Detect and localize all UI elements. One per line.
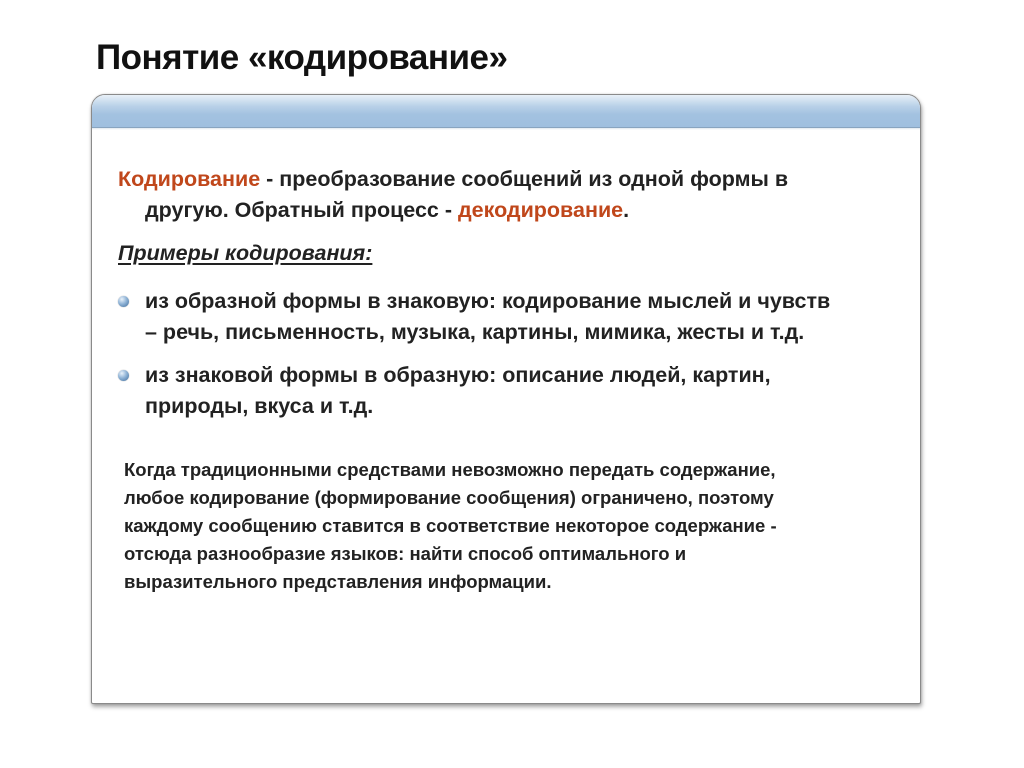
definition-paragraph [118, 164, 888, 226]
bullet-item-2 [118, 360, 898, 422]
bullet-2-text [145, 360, 898, 422]
definition-text-2: другую. Обратный процесс - [145, 198, 458, 222]
note-line-3: каждому сообщению ставится в соответствие некоторое содержание - [124, 515, 777, 536]
note-line-1: Когда традиционными средствами невозможно передать содержание, [124, 459, 776, 480]
bullet-1-line-1: из образной формы в знаковую: кодирование мыслей и чувств [145, 289, 831, 313]
blue-sphere-bullet-icon [118, 370, 129, 381]
bullet-item-1 [118, 286, 898, 348]
bullet-1-line-2: – речь, письменность, музыка, картины, мимика, жесты и т.д. [145, 320, 805, 344]
note-paragraph [124, 456, 894, 596]
term-decoding: декодирование [458, 198, 624, 222]
panel-header-bar [92, 95, 920, 128]
bullet-2-line-1: из знаковой формы в образную: описание людей, картин, [145, 363, 771, 387]
definition-text-1: - преобразование сообщений из одной формы в [260, 167, 789, 191]
term-coding: Кодирование [118, 167, 261, 191]
examples-heading: Примеры кодирования: [118, 241, 373, 265]
definition-line-2 [118, 195, 888, 226]
note-line-4: отсюда разнообразие языков: найти способ оптимального и [124, 543, 687, 564]
slide-title: Понятие «кодирование» [96, 38, 508, 77]
bullet-2-line-2: природы, вкуса и т.д. [145, 394, 374, 418]
blue-sphere-bullet-icon [118, 296, 129, 307]
note-line-5: выразительного представления информации. [124, 571, 552, 592]
definition-text-3: . [623, 198, 630, 222]
bullet-1-text [145, 286, 898, 348]
note-line-2: любое кодирование (формирование сообщения) ограничено, поэтому [124, 487, 774, 508]
definition-line-1 [118, 164, 888, 195]
